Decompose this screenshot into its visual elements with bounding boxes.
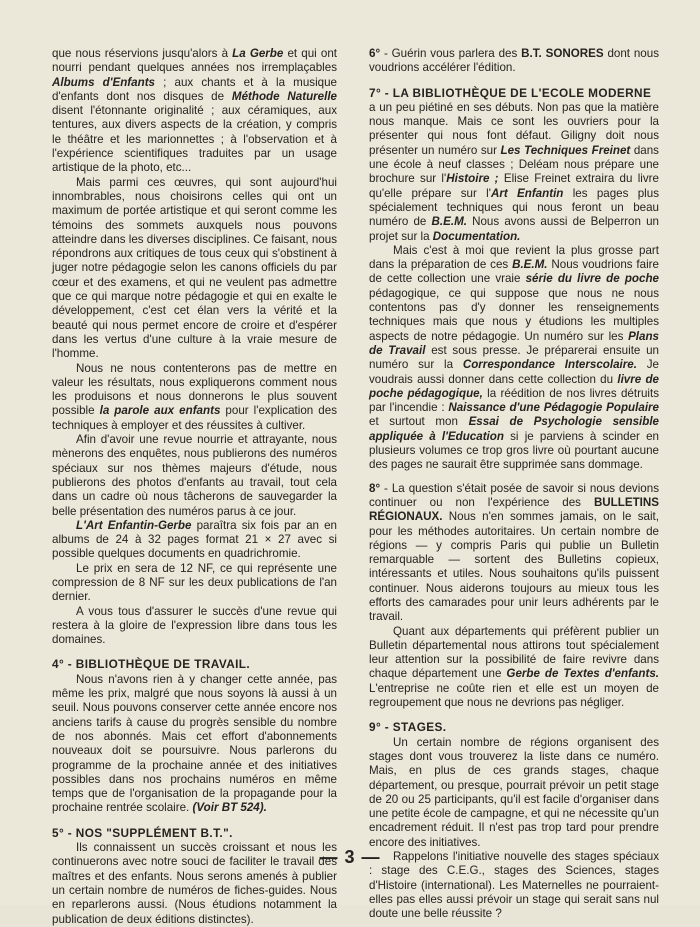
paragraph: Ils connaissent un succès croissant et nous les continuerons avec notre souci de faciliter le travail des maîtres et des enfants. Nous serons amenés à publier un certain nombre de numéros de fiches-guides. Nous en reparlerons aussi. (Nous étudions notamment la publication de deux éditions distinctes). [52, 841, 337, 926]
right-column [369, 47, 659, 922]
section-heading-5: 5° - NOS "SUPPLÉMENT B.T.". [52, 825, 233, 840]
paragraph: L'Art Enfantin-Gerbe paraîtra six fois par an en albums de 24 à 32 pages format 21 × 27 avec si possible quelques documents en quadrichromie. [52, 518, 338, 561]
paragraph: que nous réservions jusqu'alors à La Gerbe et qui ont nourri pendant quelques années nos irremplaçables Albums d'Enfants ; aux chants et à la musique d'enfants dont nos disques de Méthode Naturelle disent l'étonnante originalité ; aux céramiques, aux tentures, aux divers aspects de la création, y compris le théâtre et les marionnettes ; à l'observation et à l'expérience scientifiques traduites par un usage artistique de la photo, etc... [52, 47, 338, 175]
left-column [52, 47, 337, 927]
paragraph: 8° - La question s'était posée de savoir si nous devions continuer ou non l'expérience des BULLETINS RÉGIONAUX. Nous n'en sommes jamais, on le sait, pour les méthodes autoritaires. Un certain nombre de régions — y compris Paris qui publie un Bulletin remarquable — sortent des Bulletins copieux, intéressants et utiles. Nous souhaitons qu'ils puissent continuer. Nous aiderons toujours au mieux tous les efforts des camarades pour unir leurs adhérents par le travail. [369, 481, 659, 624]
paragraph: Rappelons l'initiative nouvelle des stages spéciaux : stage des C.E.G., stages des Sciences, stages d'Histoire (international). Les Maternelles ne pourraient-elles pas elles aussi prévoir un stage qui serait sans nul doute une belle réussite ? [369, 850, 659, 921]
paragraph: Mais c'est à moi que revient la plus grosse part dans la préparation de ces B.E.M. Nous voudrions faire de cette collection une vraie série du livre de poche pédagogique, ce qui suppose que nous ne nous contentons pas d'y donner les renseignements techniques mais que nous y étudions les multiples aspects de notre pédagogie. Un numéro sur les Plans de Travail est sous presse. Je préparerai ensuite un numéro sur la Correspondance Interscolaire. Je voudrais aussi donner dans cette collection du livre de poche pédagogique, la réédition de nos livres détruits par l'incendie : Naissance d'une Pédagogie Populaire et surtout mon Essai de Psychologie sensible appliquée à l'Education si je parviens à scinder en plusieurs volumes ce trop gros livre où pourtant aucune des pages ne saurait être supprimée sans dommage. [369, 243, 659, 472]
section-heading-4: 4° - BIBLIOTHÈQUE DE TRAVAIL. [52, 657, 251, 672]
paragraph: Mais parmi ces œuvres, qui sont aujourd'hui innombrables, nous choisirons celles qui ont un maximum de portée artistique et qui seront comme les témoins des sommets auxquels nous pouvons atteindre dans les diverses disciplines. Ce faisant, nous répondrons aux critiques de tous ceux qui s'obstinent à juger notre pédagogie selon les canons officiels du par cœur et des examens, et qui ne veulent pas admettre que ce qui marque notre pédagogie et qui en exalte le développement, c'est cet élan vers la vérité et la beauté qui nous permet encore de croire et d'espérer dans les vertus d'une culture à la vraie mesure de l'homme. [52, 175, 337, 361]
section-heading-7: 7° - LA BIBLIOTHÈQUE DE L'ECOLE MODERNE [369, 85, 652, 100]
paragraph: Le prix en sera de 12 NF, ce qui représente une compression de 8 NF sur les deux publications de l'an dernier. [52, 561, 337, 604]
page-number: — 3 — [319, 847, 381, 867]
paragraph: Afin d'avoir une revue nourrie et attrayante, nous mènerons des enquêtes, nous publierons des numéros spéciaux sur nos thèmes majeurs d'étude, nous publierons des photos d'enfants au travail, tout cela dans un cadre où nous tâcherons de sauvegarder la belle présentation des numéros parus à ce jour. [52, 433, 337, 518]
paragraph: Nous ne nous contenterons pas de mettre en valeur les résultats, nous expliquerons comment nous les produisons et nous donnerons le plus souvent possible la parole aux enfants pour l'explication des techniques à employer et des réussites à cultiver. [52, 361, 337, 432]
paragraph: a un peu piétiné en ses débuts. Non pas que la matière nous manque. Mais ce sont les ouvriers pour la présenter qui nous font défaut. Giligny doit nous présenter un numéro sur Les Techniques Freinet dans une école à neuf classes ; Deléam nous prépare une brochure sur l'Histoire ; Elise Freinet extraira du livre qu'elle prépare sur l'Art Enfantin les pages plus spécialement techniques qui nous feront un beau numéro de B.E.M. Nous avons aussi de Belperron un projet sur la Documentation. [369, 100, 659, 243]
paragraph: A vous tous d'assurer le succès d'une revue qui restera à la gloire de l'expression libre dans tous les domaines. [52, 604, 337, 647]
paragraph: 6° - Guérin vous parlera des B.T. SONORES dont nous voudrions accélérer l'édition. [369, 47, 660, 75]
paragraph: Un certain nombre de régions organisent des stages dont vous trouverez la liste dans ce numéro. Mais, en plus de ces grands stages, chaque département, ou presque, pourrait prévoir un petit stage de 20 ou 25 participants, qu'il est facile d'organiser dans une petite école de campagne, et qui ne nécessite qu'un encadrement réduit. Il n'est pas trop tard pour prendre encore des initiatives. [369, 735, 659, 849]
paragraph: Nous n'avons rien à y changer cette année, pas même les prix, malgré que nous soyons là aussi à un seuil. Nous pouvons conserver cette année encore nos anciens tarifs à cause du progrès sensible du nombre de nos abonnés. Mais cet effort d'abonnements nouveaux doit se poursuivre. Nous parlerons du programme de la prochaine année et des initiatives possibles dans nos prochains numéros en même temps que de l'organisation de la propagande pour la prochaine rentrée scolaire. (Voir BT 524). [52, 672, 337, 815]
paragraph: Quant aux départements qui préfèrent publier un Bulletin départemental nous attirons tout spécialement leur attention sur la possibilité de faire revivre dans chaque département une Gerbe de Textes d'enfants. L'entreprise ne coûte rien et elle est un moyen de regroupement que nous ne devrions pas négliger. [369, 624, 659, 710]
section-heading-9: 9° - STAGES. [369, 720, 447, 735]
